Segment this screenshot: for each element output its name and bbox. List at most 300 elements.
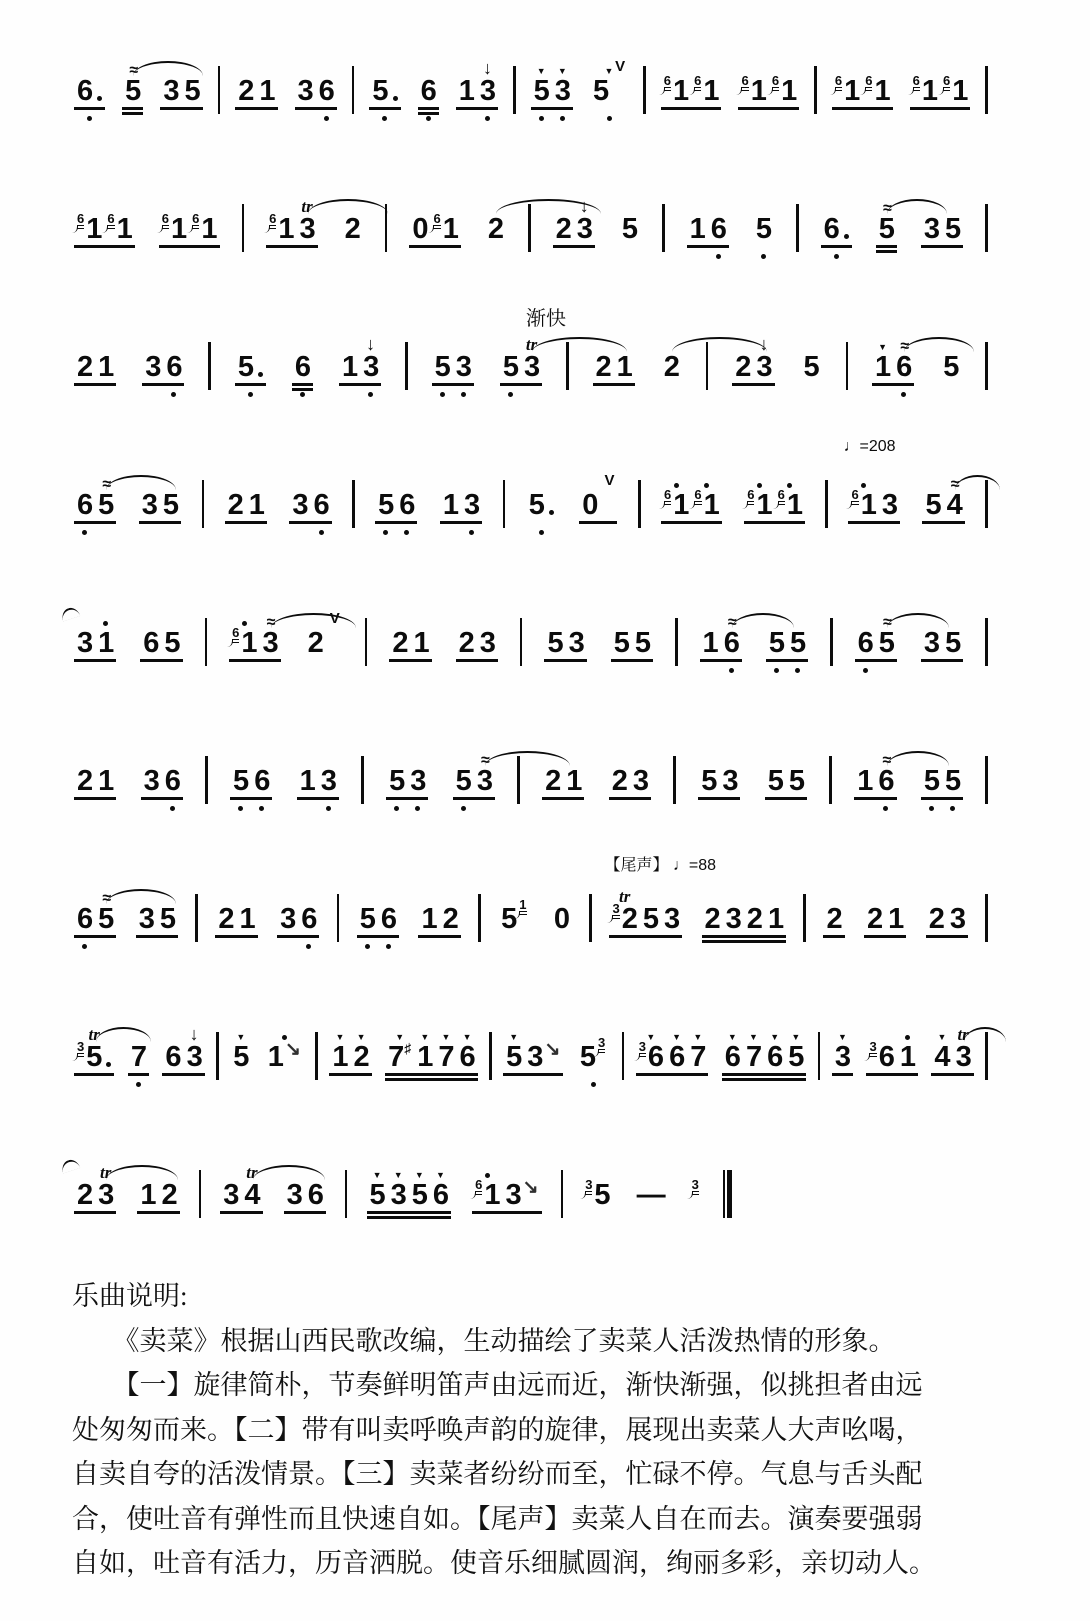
barline [985, 618, 988, 666]
note [692, 1148, 701, 1236]
note-number: 5 [233, 765, 249, 797]
beat-group [451, 734, 497, 822]
note [756, 182, 771, 270]
beat-group [852, 734, 898, 822]
note-number: 1 [241, 627, 257, 659]
note-number: 3 [479, 627, 495, 659]
note-number: 5 [925, 489, 941, 521]
barline [513, 66, 516, 114]
beam-line [292, 388, 313, 391]
grace-note: 6 [778, 488, 785, 505]
barline [208, 342, 211, 390]
beat-group [498, 308, 566, 408]
beat-group [72, 1010, 116, 1098]
note-number: 5 [501, 903, 517, 935]
note-number: 0 [412, 213, 428, 245]
beat-group [327, 1010, 373, 1098]
beat-group [853, 596, 899, 684]
note-number: 3 [834, 1041, 850, 1073]
note [617, 320, 632, 408]
note [769, 596, 784, 684]
octave-dot-below [87, 116, 92, 121]
mordent-icon: ≈ [129, 62, 137, 79]
note [98, 458, 113, 546]
note-number: 2 [442, 903, 458, 935]
note-number: 5 [502, 351, 518, 383]
note [945, 596, 960, 684]
octave-dot-below [834, 254, 839, 259]
beat-group [588, 44, 630, 132]
note [555, 44, 570, 132]
beat-group [496, 872, 533, 960]
mordent-icon: ≈ [882, 614, 890, 631]
octave-dot-below [326, 806, 331, 811]
note [505, 1148, 538, 1236]
note [301, 872, 316, 960]
octave-dot-below [485, 116, 490, 121]
music-line [72, 734, 988, 838]
note-number: 5 [579, 1041, 595, 1073]
note-number: 6 [143, 627, 159, 659]
note-number: 5 [162, 489, 179, 521]
note-number: 2 [663, 351, 679, 383]
note-number: 1 [888, 903, 904, 935]
note-number: 1 [566, 765, 582, 797]
note [924, 596, 939, 684]
accent-icon: ▼ [646, 1032, 656, 1042]
note [664, 458, 688, 546]
note [664, 872, 679, 960]
beat-group [591, 320, 637, 408]
beam-line [159, 245, 220, 248]
note-number: 1 [860, 489, 876, 521]
note-number: 4 [946, 489, 962, 521]
grace-note: 6 [913, 74, 920, 91]
grace-note: 6 [664, 488, 671, 505]
note-number: 5 [164, 627, 180, 659]
note [287, 1148, 302, 1236]
beam-line [722, 1078, 807, 1081]
note-number: 6 [459, 1041, 475, 1073]
beam-line [409, 245, 461, 248]
note [77, 320, 92, 408]
note [392, 596, 407, 684]
note-number: 6 [301, 903, 317, 935]
breath-mark: V [615, 58, 626, 75]
octave-dot-below [761, 254, 766, 259]
beam-line [500, 383, 542, 386]
down-arrow-icon: ↓ [189, 1024, 199, 1044]
beam-line [698, 797, 740, 800]
note-number: 3 [756, 351, 772, 383]
grace-note: 3 [77, 1040, 84, 1057]
beam-line [636, 1073, 709, 1076]
octave-dot-above [757, 483, 762, 488]
note [622, 182, 637, 270]
barline [662, 204, 665, 252]
beam-line [369, 107, 400, 110]
mordent-icon: ≈ [900, 338, 908, 355]
note [98, 1148, 113, 1236]
beam-line [141, 797, 183, 800]
note [803, 320, 818, 408]
accent-icon: ▼ [335, 1032, 345, 1042]
beam-line [456, 659, 498, 662]
note-number: 2 [77, 1179, 93, 1211]
note [292, 458, 307, 546]
note-number: 3 [320, 765, 336, 797]
note-number: 6 [165, 1041, 181, 1073]
score [72, 44, 988, 1286]
note [321, 734, 336, 822]
mordent-icon: ≈ [480, 752, 488, 769]
accent-icon: ▼ [509, 1032, 519, 1042]
beat-group [742, 458, 807, 546]
barline [205, 756, 208, 804]
note-number: 6 [307, 1179, 323, 1211]
note-number: 2 [735, 351, 751, 383]
barline [985, 894, 988, 942]
octave-dot-below [259, 806, 264, 811]
beat-group [908, 44, 973, 132]
beam-line [367, 1211, 452, 1214]
beam-line [765, 797, 807, 800]
beat-group [938, 320, 963, 408]
note [643, 872, 658, 960]
beam-line [74, 935, 116, 938]
octave-dot-below [440, 392, 445, 397]
note-number: 5 [547, 627, 563, 659]
note-number: 5 [506, 1041, 522, 1073]
note-number: 1 [844, 75, 860, 107]
octave-dot-below [82, 530, 87, 535]
note-number: 1 [672, 75, 689, 107]
grace-note: 6 [232, 626, 239, 643]
beam-line [702, 935, 787, 938]
beam-line [160, 107, 202, 110]
beat-group [384, 734, 430, 822]
note [370, 1148, 385, 1236]
beat-group [387, 596, 433, 684]
note [233, 734, 248, 822]
note-number: 2 [77, 351, 93, 383]
beat-group [751, 182, 776, 270]
note-number: 3 [464, 489, 480, 521]
octave-dot-below [306, 944, 311, 949]
barline [825, 480, 828, 528]
note-number: 3 [949, 903, 965, 935]
beam-line [418, 107, 439, 110]
note [421, 44, 436, 132]
grace-note: 6 [433, 212, 440, 229]
grace-note: 6 [162, 212, 169, 229]
description-heading: 乐曲说明: [72, 1281, 188, 1311]
note-number: 5 [788, 1041, 804, 1073]
note-number: 2 [928, 903, 944, 935]
beam-line [418, 112, 439, 115]
octave-dot-below [394, 806, 399, 811]
note-number: 7 [745, 1041, 762, 1073]
beat-group [685, 182, 731, 270]
note [77, 1010, 111, 1098]
barline [818, 1032, 821, 1080]
note [778, 458, 802, 546]
note-number: 1 [299, 765, 315, 797]
beat-group [843, 438, 902, 546]
note-number: 5 [359, 903, 375, 935]
beat-group [287, 458, 333, 546]
note [232, 596, 256, 684]
note-number: 2 [77, 765, 93, 797]
barline [405, 342, 408, 390]
note-number: 5 [411, 1179, 427, 1211]
beam-line [931, 1073, 973, 1076]
note-number: 5 [878, 213, 894, 245]
beat-group [290, 320, 315, 408]
description-line: 《卖菜》根据山西民歌改编，生动描绘了卖菜人活泼热情的形象。 [72, 1325, 896, 1356]
note [77, 44, 102, 132]
note [569, 596, 584, 684]
beat-group [501, 1010, 565, 1098]
note [438, 1010, 453, 1098]
octave-dot-below [383, 530, 388, 535]
note-number: 3 [363, 351, 379, 383]
beat-group [383, 1010, 480, 1098]
note-number: 5 [378, 489, 394, 521]
note-number: 5 [613, 627, 629, 659]
note-number: 6 [724, 1041, 740, 1073]
note-number: 2 [746, 903, 762, 935]
accent-icon: ▼ [791, 1032, 801, 1042]
beat-group [160, 1010, 206, 1098]
accent-icon: ▼ [557, 66, 567, 76]
trill-mark: tr [88, 1025, 100, 1044]
beat-group [430, 320, 476, 408]
beam-line [440, 521, 482, 524]
accent-icon: ▼ [236, 1032, 246, 1042]
note [789, 734, 804, 822]
note-number: 5 [592, 75, 609, 107]
beam-line [235, 383, 266, 386]
note-number: 1 [442, 213, 458, 245]
note-number: 2 [353, 1041, 369, 1073]
beat-group [373, 458, 419, 546]
note-number: 5 [755, 213, 772, 245]
note [669, 1010, 684, 1098]
beat-group [862, 872, 908, 960]
barline [985, 756, 988, 804]
note-number: 7 [438, 1041, 454, 1073]
note-number: 1 [98, 627, 114, 659]
beat-group [920, 458, 966, 546]
beam-line [386, 797, 428, 800]
note [878, 734, 893, 822]
note-number: 2 [611, 765, 627, 797]
note [77, 182, 101, 270]
beam-line [215, 935, 257, 938]
beat-group [227, 596, 283, 684]
note [614, 596, 629, 684]
barline [520, 618, 523, 666]
note-number: 1 [442, 489, 459, 521]
note [705, 872, 720, 960]
note-number: 5 [455, 765, 471, 797]
note-number: 1 [421, 903, 437, 935]
barline [199, 1170, 202, 1218]
trill-mark: tr [301, 197, 313, 216]
note [443, 872, 458, 960]
beam-line [385, 1073, 478, 1076]
beat-group [218, 1148, 264, 1236]
beat-group [696, 734, 742, 822]
note-number: 2 [238, 75, 254, 107]
accent-icon: ▼ [356, 1032, 366, 1042]
note-number: 5 [701, 765, 717, 797]
music-line [72, 1148, 732, 1252]
note-number: 6 [313, 489, 329, 521]
barline [985, 66, 988, 114]
grace-note: 6 [475, 1178, 482, 1195]
note [77, 458, 92, 546]
note-number: 1 [767, 903, 784, 935]
beam-line [277, 935, 319, 938]
mordent-icon: ≈ [950, 476, 958, 493]
note-number: 1 [781, 75, 797, 107]
beam-line [220, 1211, 262, 1214]
beat-group [72, 458, 118, 546]
note-number: 1 [702, 627, 718, 659]
note-number: 3 [576, 213, 592, 245]
beat-group [609, 596, 655, 684]
beat-group [830, 1010, 855, 1098]
note [345, 182, 360, 270]
grace-note: 3 [869, 1040, 876, 1057]
barline [489, 1032, 492, 1080]
note-number: 2 [227, 489, 243, 521]
music-line [72, 596, 988, 700]
music-line [72, 182, 988, 286]
beam-line [432, 383, 474, 386]
note [875, 320, 890, 408]
note-number: 5 [159, 903, 175, 935]
octave-dot-above [242, 621, 247, 626]
barline [202, 480, 205, 528]
note-number: 1 [413, 627, 429, 659]
beat-group [551, 182, 597, 270]
barline [315, 1032, 318, 1080]
note [747, 458, 771, 546]
description-line: 自卖自夸的活泼情景。【三】卖菜者纷纷而至，忙碌不停。气息与舌头配 [72, 1459, 923, 1489]
note [388, 1010, 411, 1098]
beam-line [329, 1073, 371, 1076]
octave-dot-below [365, 944, 370, 949]
note [929, 872, 944, 960]
note [527, 1010, 560, 1098]
note [475, 1148, 499, 1236]
beat-group [340, 182, 365, 270]
note-number: 1 [239, 903, 255, 935]
octave-dot-below [950, 806, 955, 811]
note [596, 320, 611, 408]
note [77, 734, 92, 822]
beam-line [295, 107, 337, 110]
note-number: 2 [826, 903, 842, 935]
note [142, 458, 157, 546]
note [694, 458, 718, 546]
note [545, 734, 560, 822]
beat-group [919, 734, 965, 822]
note [332, 1010, 347, 1098]
note [857, 734, 872, 822]
note [790, 596, 805, 684]
beat-group [72, 596, 118, 684]
note [534, 44, 549, 132]
barline [561, 1170, 564, 1218]
trill-mark: tr [525, 335, 538, 354]
note-number: 6 [77, 489, 93, 521]
note-number: 3 [955, 1041, 971, 1073]
accent-icon: ▼ [837, 1032, 847, 1042]
note-number: 1 [921, 75, 937, 107]
beam-line [732, 383, 774, 386]
beam-line [609, 935, 682, 938]
beat-group [720, 1010, 809, 1098]
beat-group [407, 182, 463, 270]
note [295, 320, 310, 408]
note [313, 458, 328, 546]
note [139, 872, 154, 960]
note [233, 1010, 248, 1098]
augmentation-dot [844, 234, 849, 239]
note [767, 1010, 782, 1098]
note-number: 2 [555, 213, 571, 245]
note [835, 44, 859, 132]
note [417, 1010, 432, 1098]
note-number: 3 [881, 489, 897, 521]
octave-dot-below [607, 116, 612, 121]
note [299, 182, 314, 270]
beam-line [872, 383, 914, 386]
beat-group [139, 734, 185, 822]
note-number: 5 [86, 1041, 102, 1073]
note-number: 7 [690, 1041, 706, 1073]
beat-group [438, 458, 484, 546]
note-number: 6 [166, 351, 182, 383]
note [459, 596, 474, 684]
music-line [72, 308, 988, 424]
note-number: — [636, 1179, 665, 1211]
barline [352, 66, 355, 114]
music-line [72, 857, 988, 976]
beat-group [763, 734, 809, 822]
trill-mark: tr [618, 887, 631, 906]
beat-group [764, 596, 810, 684]
augmentation-dot [106, 1062, 111, 1067]
grace-note: 6 [865, 74, 872, 91]
beam-line [921, 797, 963, 800]
accent-icon: ▼ [878, 342, 888, 352]
barline [345, 1170, 348, 1218]
down-arrow-icon: ↓ [366, 334, 376, 354]
note-number: 1 [458, 75, 474, 107]
octave-dot-below [136, 1082, 141, 1087]
note-number: 1 [341, 351, 358, 383]
note [506, 1010, 521, 1098]
note-number: 5 [372, 75, 388, 107]
accent-icon: ▼ [536, 66, 546, 76]
accent-icon: ▼ [770, 1032, 780, 1042]
music-line [72, 1010, 988, 1114]
